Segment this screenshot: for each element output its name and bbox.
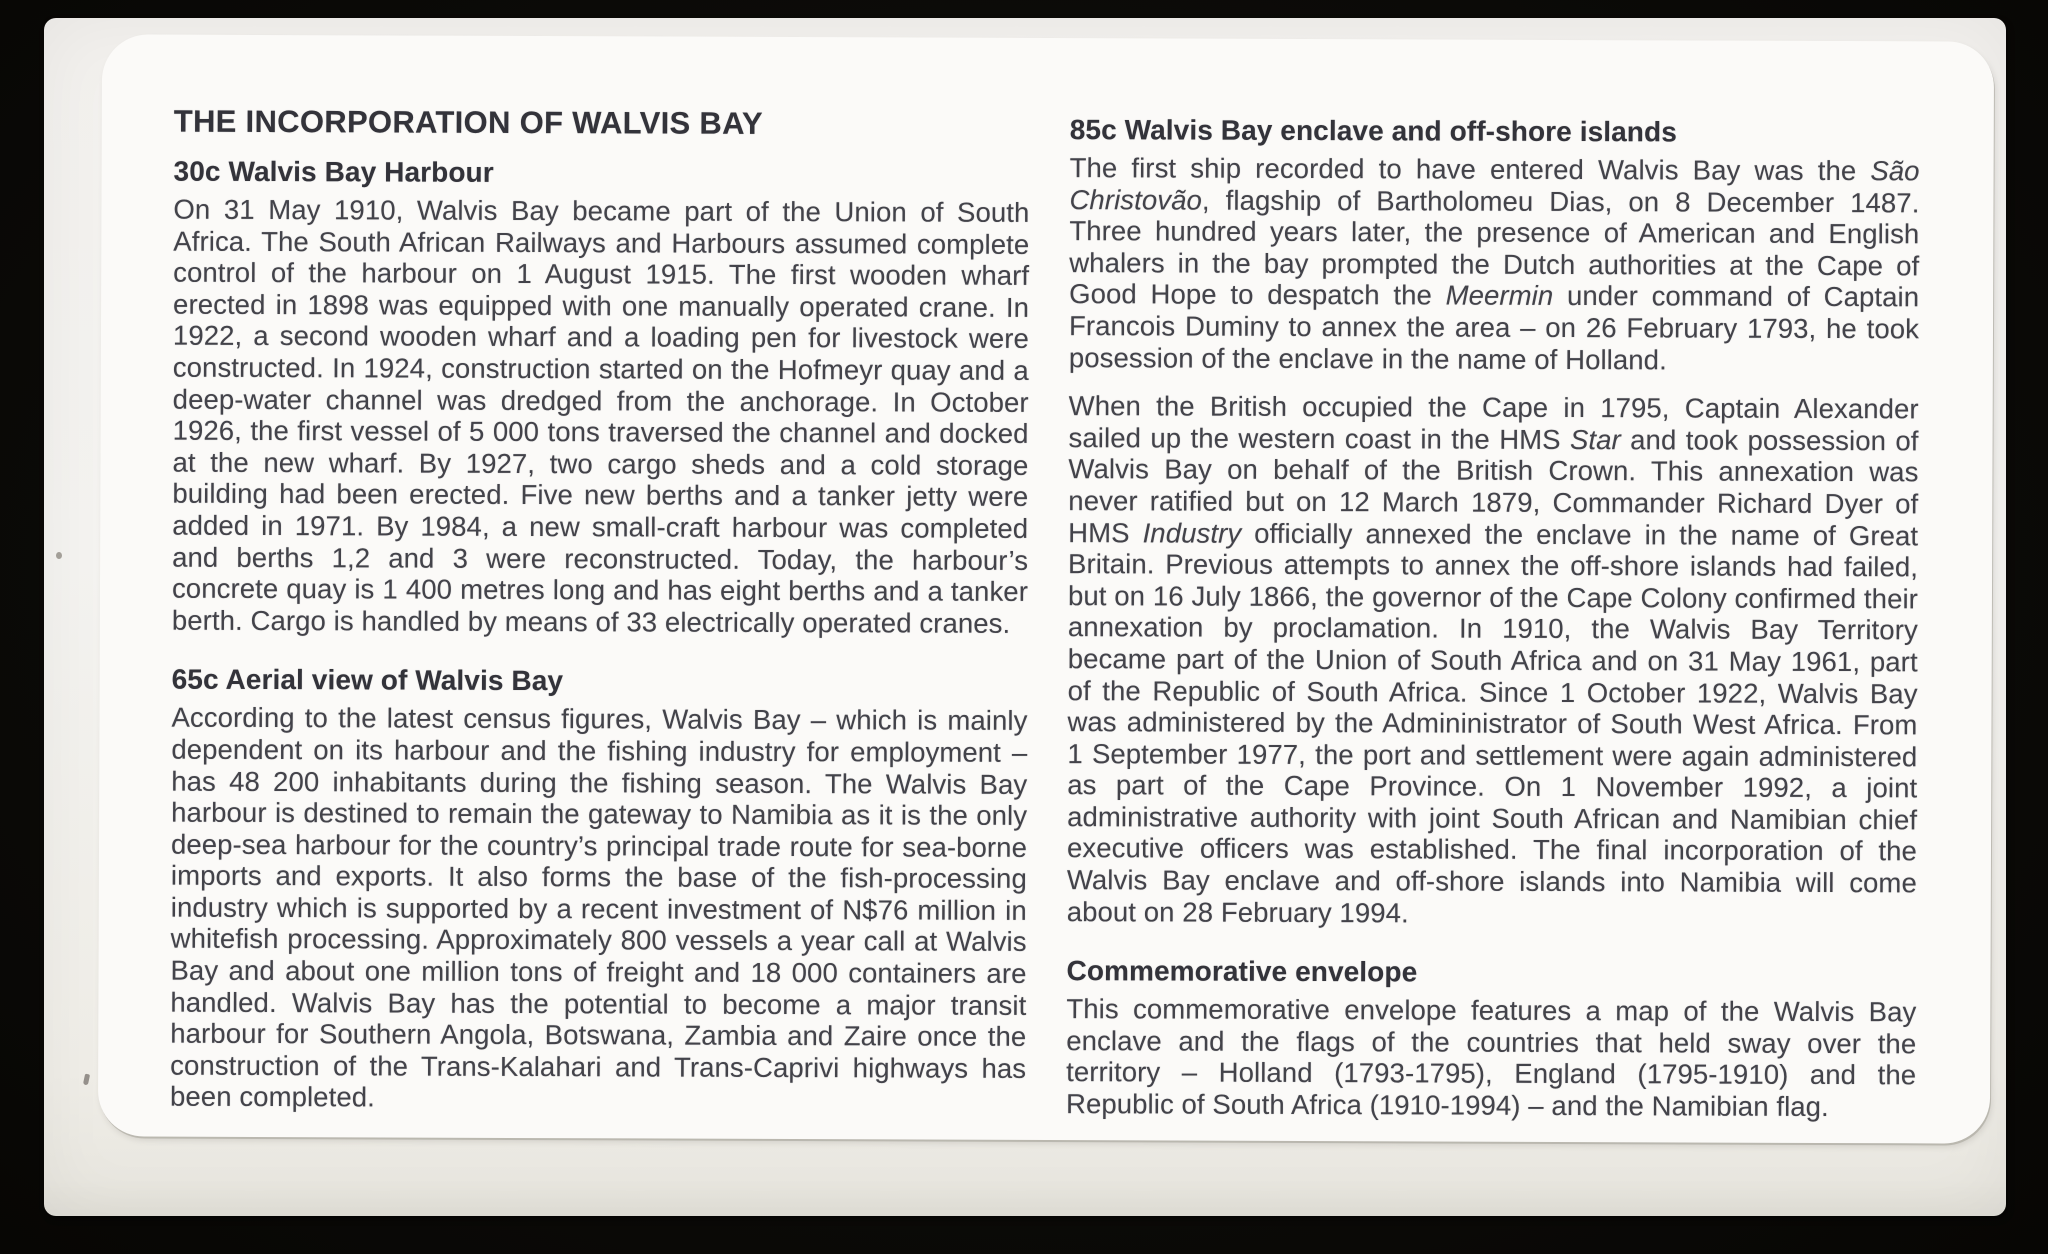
section-85c-enclave-islands — [1067, 114, 1920, 931]
section-commemorative-envelope — [1066, 955, 1917, 1123]
section-body-85c-paragraph-1 — [1069, 152, 1920, 376]
right-column — [1066, 114, 1920, 1123]
section-body-commemorative: This commemorative envelope features a map of the Walvis Bay enclave and the flags of the countries that held sway over the territory – Holland (1793-1795), England (1795-1910) and the Republic of South Africa (1910-1994) – and the Namibian flag. — [1065, 993, 1917, 1123]
insert-card — [98, 34, 1994, 1143]
section-heading-85c: 85c Walvis Bay enclave and off-shore islands — [1069, 114, 1677, 148]
section-body-85c-paragraph-2 — [1067, 390, 1919, 930]
ship-name-star: Star — [1569, 423, 1621, 455]
section-30c-walvis-bay-harbour — [172, 156, 1030, 640]
page-title: THE INCORPORATION OF WALVIS BAY — [173, 103, 764, 141]
section-body-30c: On 31 May 1910, Walvis Bay became part of the Union of South Africa. The South African Railways and Harbours assumed complete control of the harbour on 1 August 1915. The first wooden wharf erected in 1898 was equipped with one manually operated crane. In 1922, a second wooden wharf and a loading pen for livestock were constructed. In 1924, construction started on the Hofmeyr quay and a deep-water channel was dredged from the anchorage. In October 1926, the first vessel of 5 000 tons traversed the channel and docked at the new wharf. By 1927, two cargo sheds and a cold storage building had been erected. Five new berths and a tanker jetty were added in 1971. By 1984, a new small-craft harbour was completed and berths 1,2 and 3 were reconstructed. Today, the harbour’s concrete quay is 1 400 metres long and has eight berths and a tanker berth. Cargo is handled by means of 33 electrically operated cranes. — [171, 193, 1030, 639]
ship-name-industry: Industry — [1142, 516, 1242, 549]
ship-name-sao-christovao: São Christovão — [1069, 155, 1920, 216]
left-column — [170, 104, 1030, 1116]
ship-name-meermin: Meermin — [1445, 279, 1554, 312]
scan-speck — [56, 552, 62, 559]
text-run: officially annexed the enclave in the name of Great Britain. Previous attempts to annex the off-shore islands had failed, but on 16 July 1866, the governor of the Cape Colony confirmed their annexation by proclamation. In 1910, the Walvis Bay Territory became part of the Union of South Africa and on 31 May 1961, part of the Republic of South Africa. Since 1 October 1922, Walvis Bay was administered by the Admininistrator of South West Africa. From 1 September 1977, the port and settlement were again administered as part of the Cape Province. On 1 November 1992, a joint administrative authority with joint South African and Namibian chief executive officers was established. The final incorporation of the Walvis Bay enclave and off-shore islands into Namibia will come about on 28 February 1994. — [1066, 517, 1919, 929]
text-run: , flagship of Bartholomeu Dias, on 8 December 1487. Three hundred years later, the presence of American and English whalers in the bay prompted the Dutch authorities at the Cape of Good Hope to despatch the — [1069, 184, 1920, 311]
section-heading-65c: 65c Aerial view of Walvis Bay — [171, 663, 564, 697]
text-run: The first ship recorded to have entered Walvis Bay was the — [1069, 152, 1871, 187]
section-body-65c: According to the latest census figures, Walvis Bay – which is mainly dependent on its harbour and the fishing industry for employment – has 48 200 inhabitants during the fishing season. The Walvis Bay harbour is destined to remain the gateway to Namibia as it is the only deep-sea harbour for the country’s principal trade route for sea-borne imports and exports. It also forms the base of the fish-processing industry which is supported by a recent investment of N$76 million in whitefish processing. Approximately 800 vessels a year call at Walvis Bay and about one million tons of freight and 18 000 containers are handled. Walvis Bay has the potential to become a major transit harbour for Southern Angola, Botswana, Zambia and Zaire once the construction of the Trans-Kalahari and Trans-Caprivi highways has been completed. — [169, 701, 1028, 1113]
section-heading-30c: 30c Walvis Bay Harbour — [173, 155, 494, 188]
section-heading-commemorative: Commemorative envelope — [1066, 955, 1418, 988]
scan-mark — [83, 1074, 90, 1086]
text-run: and took possession of Walvis Bay on behalf of the British Crown. This annexation was never ratified but on 12 March 1879, Commander Richard Dyer of HMS — [1068, 423, 1919, 548]
text-run: When the British occupied the Cape in 1795, Captain Alexander sailed up the western coast in the HMS — [1068, 390, 1919, 455]
envelope-back — [44, 18, 2006, 1216]
section-65c-aerial-view — [170, 664, 1028, 1116]
text-run: under command of Captain Francois Duminy to annex the area – on 26 February 1793, he took posession of the enclave in the name of Holland. — [1068, 280, 1920, 375]
